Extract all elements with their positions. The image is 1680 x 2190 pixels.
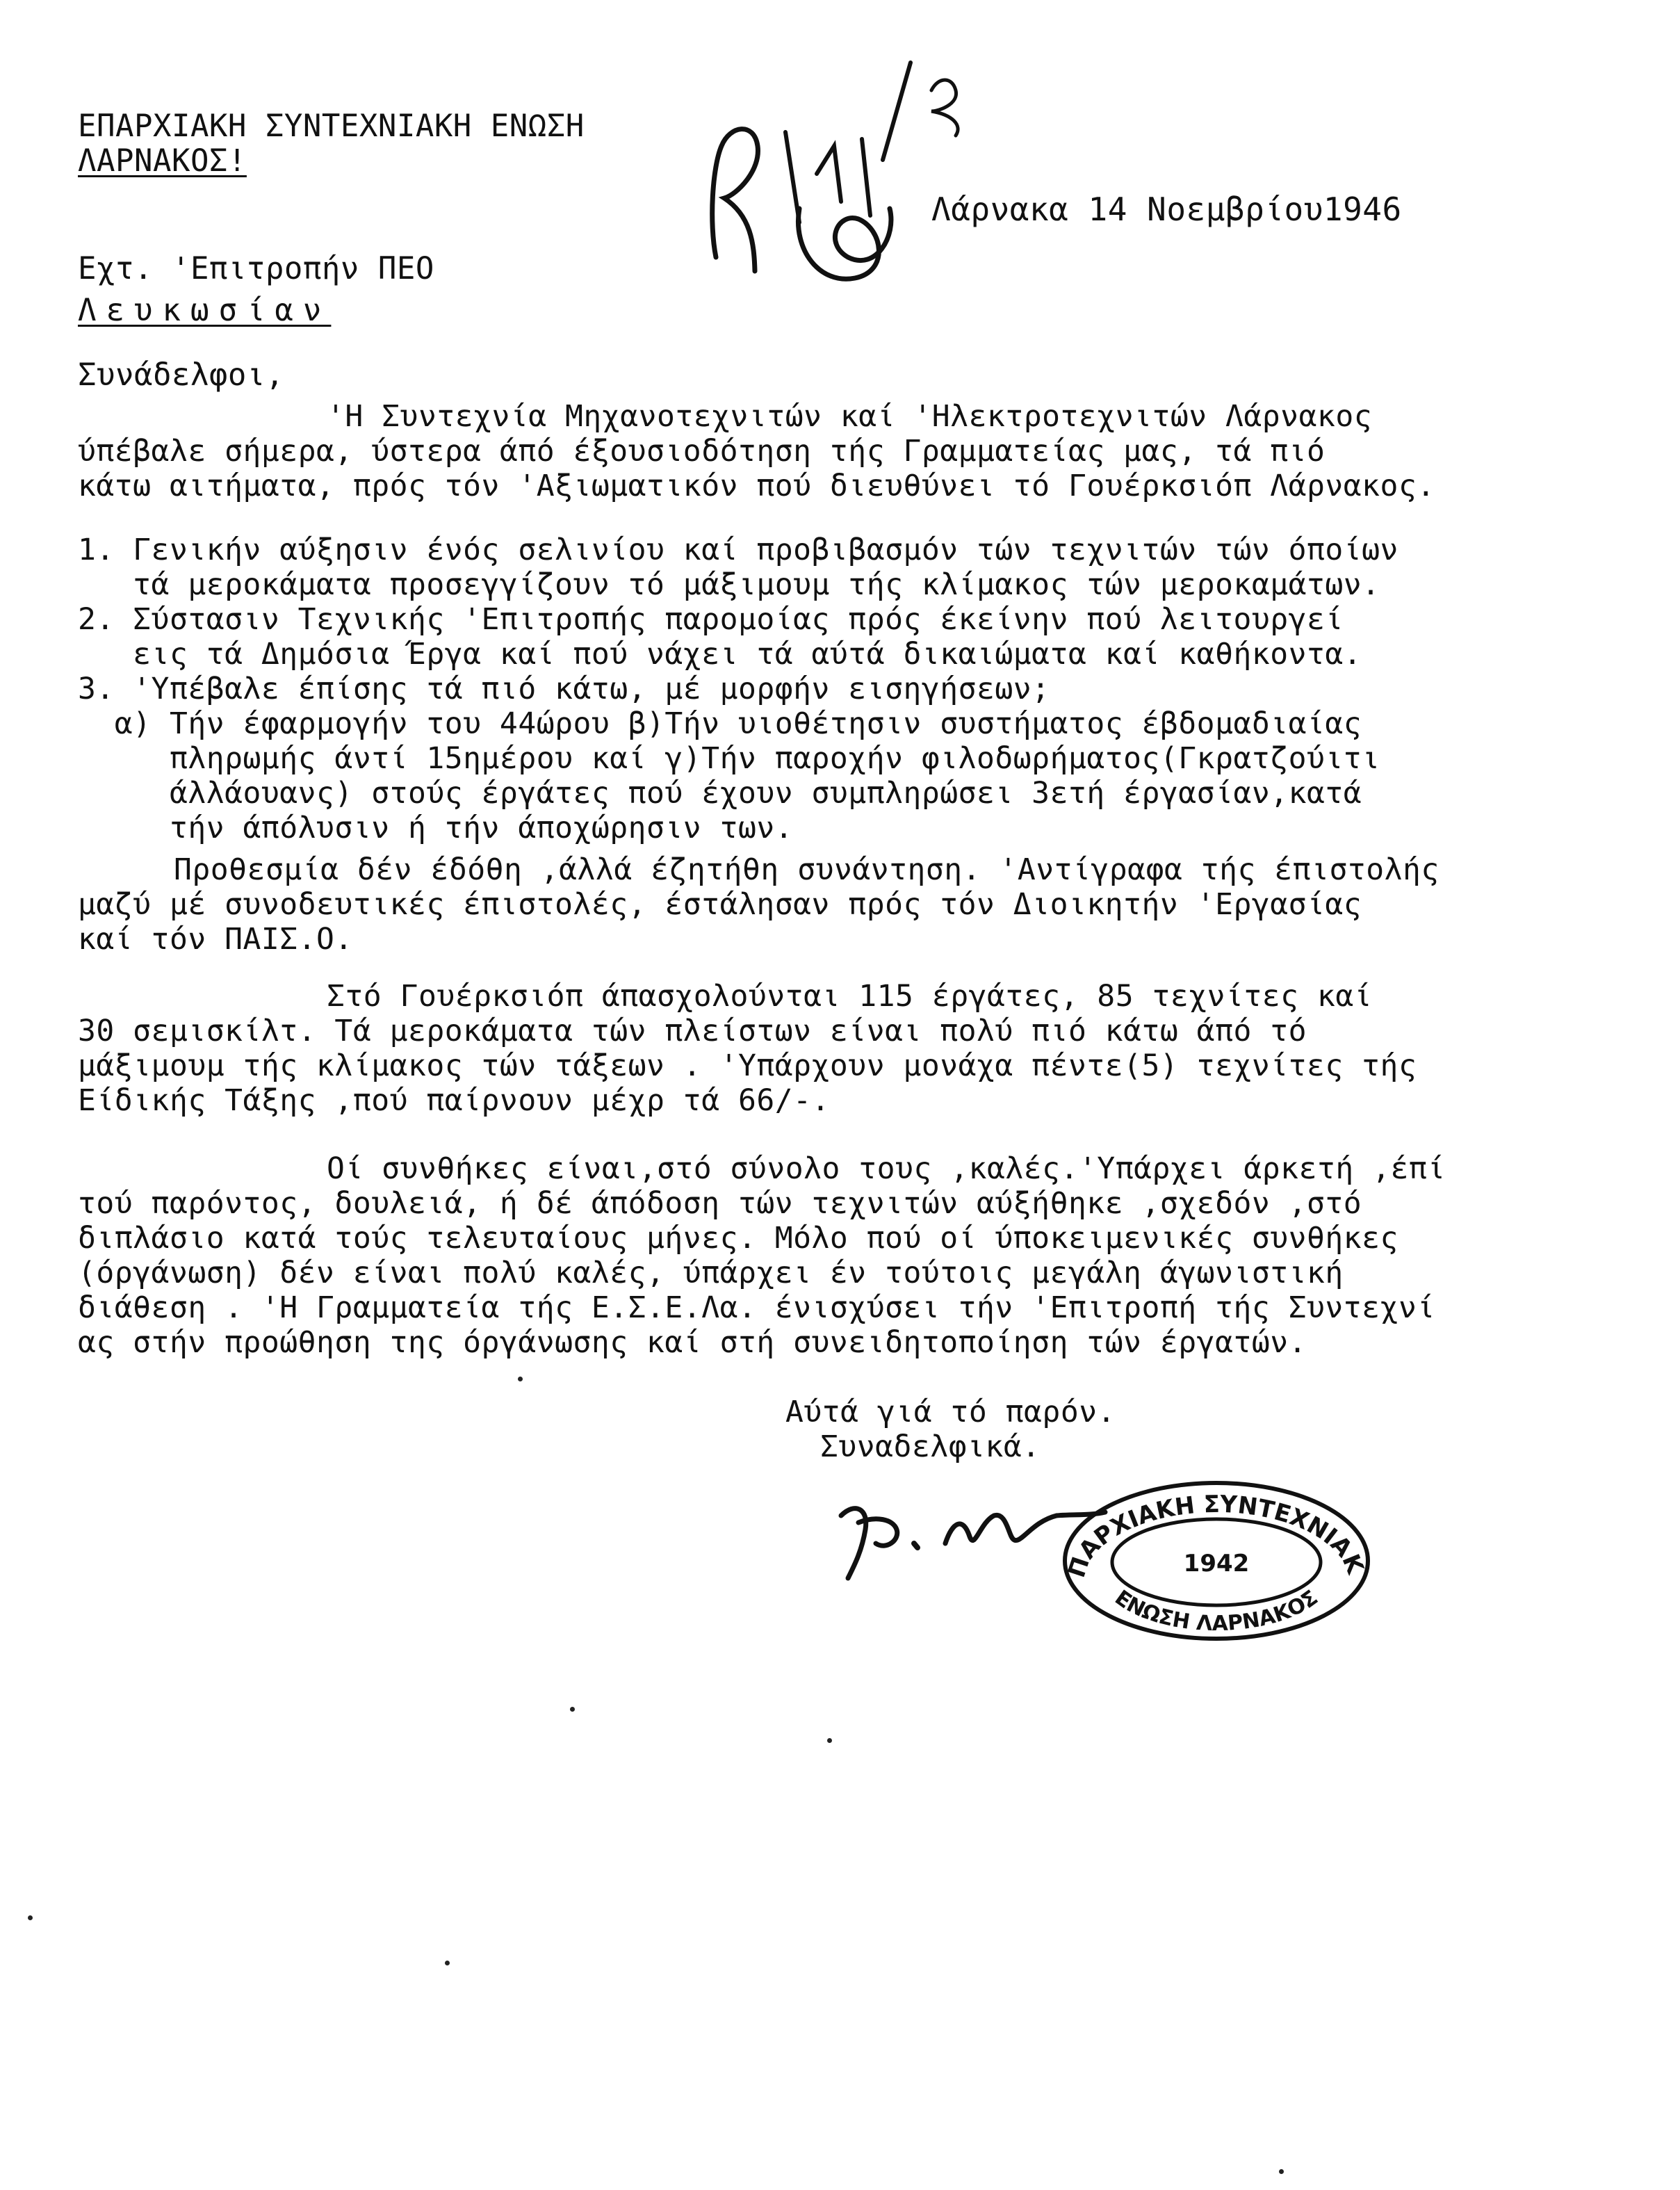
letterhead-line2: ΛΑΡΝΑΚΟΣ! — [78, 143, 247, 179]
item-line: 2. Σύστασιν Τεχνικής 'Επιτροπής παρομοίας πρός έκείνην πού λειτουργεί — [78, 602, 1344, 637]
stamp-top-text: ΕΠΑΡΧΙΑΚΗ ΣΥΝΤΕΧΝΙΑΚΗ — [1046, 1456, 1369, 1582]
date-line: Λάρνακα 14 Νοεμβρίου1946 — [931, 190, 1402, 228]
letterhead-line1: ΕΠΑΡΧΙΑΚΗ ΣΥΝΤΕΧΝΙΑΚΗ ΕΝΩΣΗ — [78, 108, 585, 144]
recipient-line1: Εχτ. 'Επιτροπήν ΠΕΟ — [78, 251, 434, 286]
paragraph-1-line: κάτω αιτήματα, πρός τόν 'Αξιωματικόν πού διευθύνει τό Γουέρκσιόπ Λάρνακος. — [78, 469, 1435, 503]
paragraph-2-line: μαζύ μέ συνοδευτικές έπιστολές, έστάλησαν πρός τόν Διοικητήν 'Εργασίας — [78, 887, 1362, 922]
stamp-seal-icon — [1046, 1456, 1376, 1644]
item-line: τά μεροκάματα προσεγγίζουν τό μάξιμουμ τής κλίμακος τών μεροκαμάτων. — [78, 567, 1380, 602]
handwritten-reference-icon — [688, 49, 1050, 299]
closing-line2: Συναδελφικά. — [820, 1429, 1041, 1464]
paragraph-3-line: Στό Γουέρκσιόπ άπασχολούνται 115 έργάτες, 85 τεχνίτες καί — [327, 979, 1373, 1014]
paragraph-4-line: διπλάσιο κατά τούς τελευταίους μήνες. Μόλο πού οί ύποκειμενικές συνθήκες — [78, 1221, 1398, 1256]
scan-speck — [1279, 2169, 1284, 2174]
item-line: τήν άπόλυσιν ή τήν άποχώρησιν των. — [78, 811, 794, 845]
paragraph-4-line: τού παρόντος, δουλειά, ή δέ άπόδοση τών τεχνιτών αύξήθηκε ,σχεδόν ,στό — [78, 1186, 1362, 1221]
paragraph-4-line: ας στήν προώθηση της όργάνωσης καί στή συνειδητοποίηση τών έργατών. — [78, 1325, 1307, 1360]
paragraph-3-line: Είδικής Τάξης ,πού παίρνουν μέχρ τά 66/-. — [78, 1083, 830, 1118]
item-line: εις τά Δημόσια Έργα καί πού νάχει τά αύτά δικαιώματα καί καθήκοντα. — [78, 637, 1362, 672]
scan-speck — [827, 1738, 832, 1743]
paragraph-3-line: 30 σεμισκίλτ. Τά μεροκάματα τών πλείστων είναι πολύ πιό κάτω άπό τό — [78, 1014, 1307, 1048]
item-line: α) Τήν έφαρμογήν του 44ώρου β)Τήν υιοθέτησιν συστήματος έβδομαδιαίας — [78, 706, 1362, 741]
recipient-line2: Λευκωσίαν — [78, 293, 332, 328]
paragraph-4-line: Οί συνθήκες είναι,στό σύνολο τους ,καλές.'Υπάρχει άρκετή ,έπί — [327, 1151, 1446, 1186]
paragraph-2-line: Προθεσμία δέν έδόθη ,άλλά έζητήθη συνάντηση. 'Αντίγραφα τής έπιστολής — [174, 852, 1440, 887]
stamp-year: 1942 — [1183, 1550, 1250, 1577]
stamp-bottom-text: ΕΝΩΣΗ ΛΑΡΝΑΚΟΣ — [1110, 1585, 1323, 1637]
scan-speck — [570, 1707, 575, 1712]
item-line: 1. Γενικήν αύξησιν ένός σελινίου καί προβιβασμόν τών τεχνιτών τών όποίων — [78, 533, 1398, 567]
paragraph-4-line: διάθεση . 'Η Γραμματεία τής Ε.Σ.Ε.Λα. ένισχύσει τήν 'Επιτροπή τής Συντεχνί — [78, 1290, 1435, 1325]
paragraph-4-line: (όργάνωση) δέν είναι πολύ καλές, ύπάρχει έν τούτοις μεγάλη άγωνιστική — [78, 1256, 1344, 1290]
item-line: άλλάουανς) στούς έργάτες πού έχουν συμπληρώσει 3ετή έργασίαν,κατά — [78, 776, 1362, 811]
item-line: πληρωμής άντί 15ημέρου καί γ)Τήν παροχήν φιλοδωρήματος(Γκρατζούιτι — [78, 741, 1380, 776]
scan-speck — [445, 1961, 450, 1965]
salutation: Συνάδελφοι, — [78, 357, 284, 393]
paragraph-1-line: 'Η Συντεχνία Μηχανοτεχνιτών καί 'Ηλεκτροτεχνιτών Λάρνακος — [327, 399, 1373, 434]
paragraph-2-line: καί τόν ΠΑΙΣ.Ο. — [78, 922, 353, 957]
scan-speck — [28, 1915, 33, 1920]
closing-line1: Αύτά γιά τό παρόν. — [785, 1395, 1116, 1429]
paragraph-3-line: μάξιμουμ τής κλίμακος τών τάξεων . 'Υπάρχουν μονάχα πέντε(5) τεχνίτες τής — [78, 1048, 1417, 1083]
paragraph-1-line: ύπέβαλε σήμερα, ύστερα άπό έξουσιοδότηση τής Γραμματείας μας, τά πιό — [78, 434, 1326, 469]
scan-speck — [518, 1377, 523, 1381]
item-line: 3. 'Υπέβαλε έπίσης τά πιό κάτω, μέ μορφήν εισηγήσεων; — [78, 672, 1050, 706]
